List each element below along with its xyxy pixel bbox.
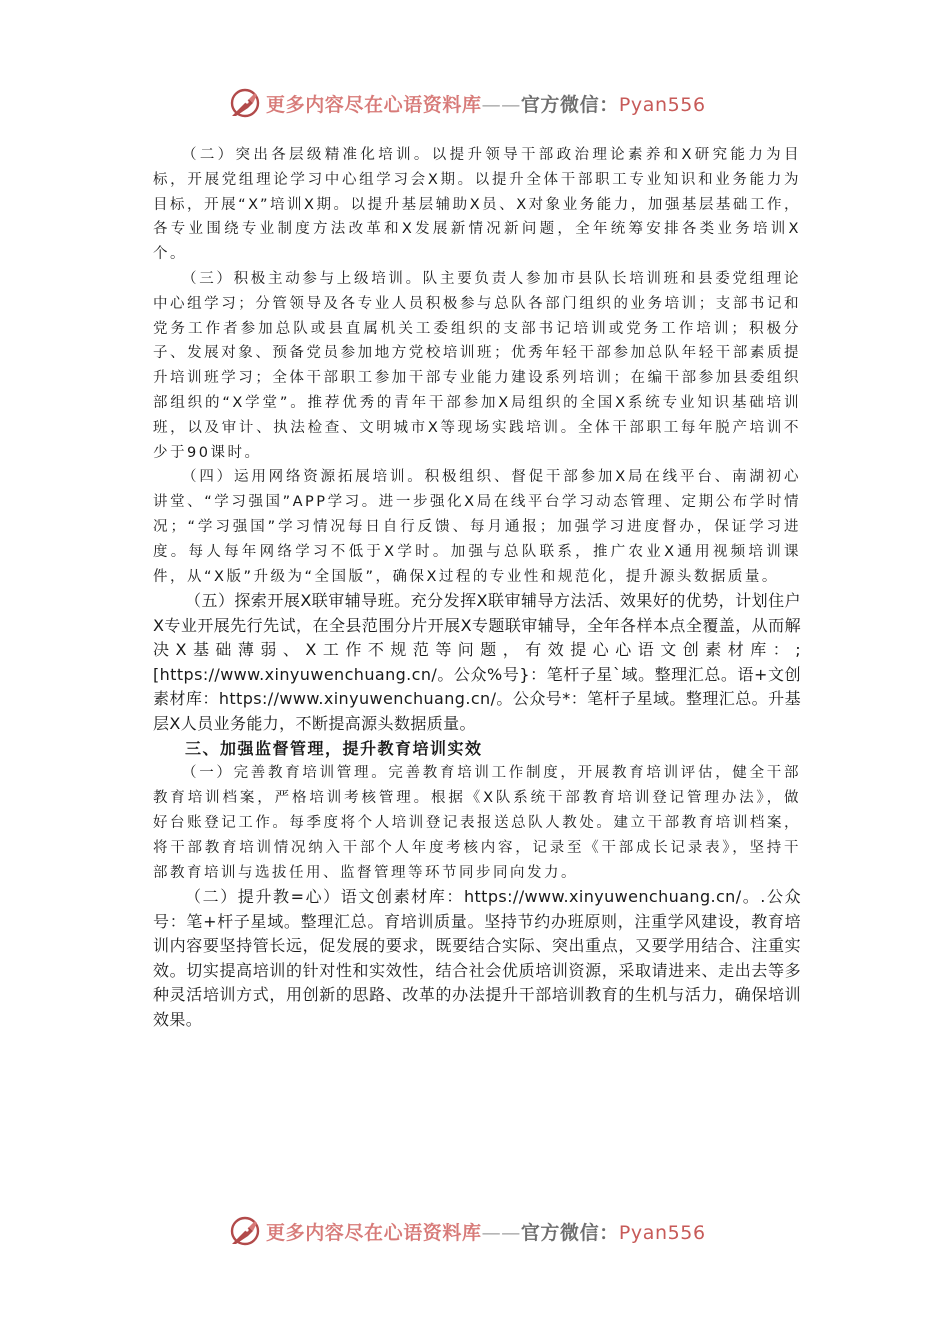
paragraph-3-2: （二）提升教=心）语文创素材库：https://www.xinyuwenchuang.cn/。.公众号：笔+杆子星域。整理汇总。育培训质量。坚持节约办班原则，注重学风建设，教育培训内容要坚持管长远，促发展的要求，既要结合实际、突出重点，又要学用结合、注重实效。切实提高培训的针对性和实效性，结合社会优质培训资源，采取请进来、走出去等多种灵活培训方式，用创新的思路、改革的办法提升干部培训教育的生机与活力，确保培训效果。: [153, 887, 801, 1029]
footer-watermark: [228, 1211, 748, 1251]
pen-nib-circle-icon: [228, 86, 262, 120]
paragraph-2-2: （二）突出各层级精准化培训。以提升领导干部政治理论素养和X研究能力为目标，开展党组理论学习中心组学习会X期。以提升全体干部职工专业知识和业务能力为目标，开展“X”培训X期。以提升基层辅助X员、X对象业务能力，加强基层基础工作，各专业围绕专业制度方法改革和X发展新情况新问题，全年统筹安排各类业务培训X个。: [153, 147, 801, 263]
section-heading-3: 三、加强监督管理，提升教育培训实效: [185, 739, 483, 759]
paragraph-3-1: （一）完善教育培训管理。完善教育培训工作制度，开展教育培训评估，健全干部教育培训档案，严格培训考核管理。根据《X队系统干部教育培训登记管理办法》，做好台账登记工作。每季度将个人培训登记表报送总队人教处。建立干部教育培训档案，将干部教育培训情况纳入干部个人年度考核内容，记录至《干部成长记录表》，坚持干部教育培训与选拔任用、监督管理等环节同步同向发力。: [153, 765, 801, 881]
watermark-text: 更多内容尽在心语资料库——官方微信：Pyan556: [266, 1221, 706, 1244]
watermark-text: 更多内容尽在心语资料库——官方微信：Pyan556: [266, 93, 706, 116]
paragraph-2-4: （四）运用网络资源拓展培训。积极组织、督促干部参加X局在线平台、南湖初心讲堂、“学习强国”APP学习。进一步强化X局在线平台学习动态管理、定期公布学时情况；“学习强国”学习情况每日自行反馈、每月通报；加强学习进度督办，保证学习进度。每人每年网络学习不低于X学时。加强与总队联系，推广农业X通用视频培训课件，从“X版”升级为“全国版”，确保X过程的专业性和规范化，提升源头数据质量。: [153, 469, 801, 585]
header-watermark: [228, 83, 748, 123]
paragraph-2-3: （三）积极主动参与上级培训。队主要负责人参加市县队长培训班和县委党组理论中心组学习；分管领导及各专业人员积极参与总队各部门组织的业务培训；支部书记和党务工作者参加总队或县直属机关工委组织的支部书记培训或党务工作培训；积极分子、发展对象、预备党员参加地方党校培训班；优秀年轻干部参加总队年轻干部素质提升培训班学习；全体干部职工参加干部专业能力建设系列培训；在编干部参加县委组织部组织的“X学堂”。推荐优秀的青年干部参加X局组织的全国X系统专业知识基础培训班，以及审计、执法检查、文明城市X等现场实践培训。全体干部职工每年脱产培训不少于90课时。: [153, 270, 801, 461]
pen-nib-circle-icon: [228, 1214, 262, 1248]
document-body: [153, 143, 801, 1032]
paragraph-2-5: （五）探索开展X联审辅导班。充分发挥X联审辅导方法活、效果好的优势，计划住户X专业开展先行先试，在全县范围分片开展X专题联审辅导，全年各样本点全覆盖，从而解决X基础薄弱、X工作不规范等问题，有效提心心语文创素材库：;[https://www.xinyuwenchuang.cn/。公众%号}：笔杆子星`域。整理汇总。语+文创素材库：https://www.xinyuwenchuang.cn/。公众号*：笔杆子星域。整理汇总。升基层X人员业务能力，不断提高源头数据质量。: [153, 591, 801, 733]
